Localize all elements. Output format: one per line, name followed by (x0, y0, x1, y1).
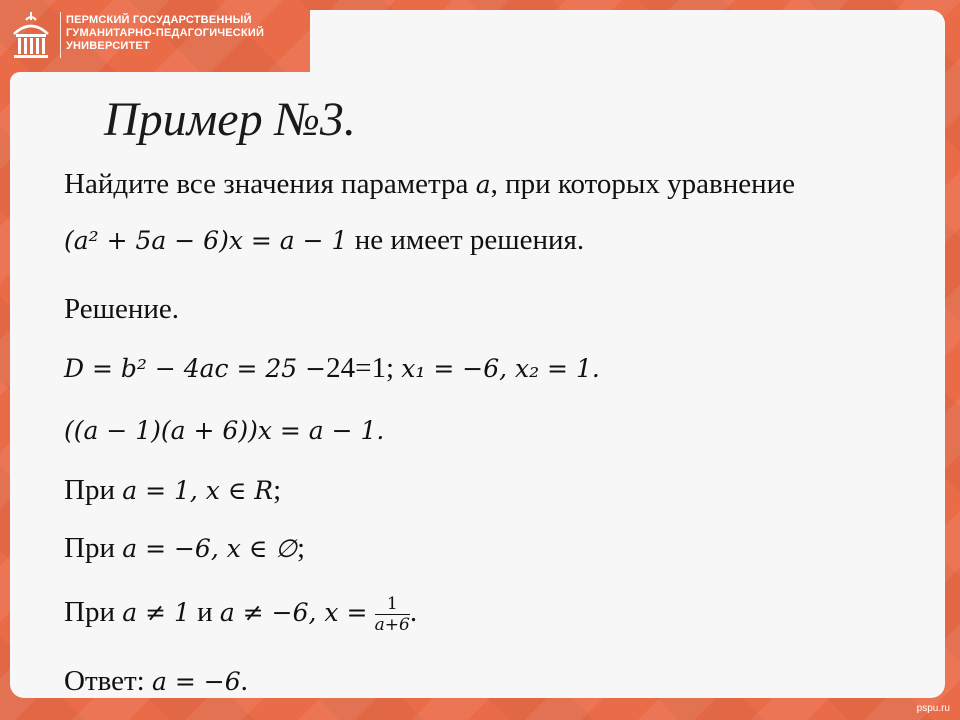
case-3: При a ≠ 1 и a ≠ −6, x = $\frac{1}{a+6}$ . (64, 594, 418, 635)
slide-title: Пример №3. (104, 93, 356, 146)
answer-line: Ответ: a = −6. (64, 665, 248, 697)
site-link[interactable]: pspu.ru (916, 703, 950, 714)
discriminant-line: D = b² − 4ac = 25 −24=1; x₁ = −6, x₂ = 1. (64, 352, 600, 384)
logo-separator (60, 12, 61, 58)
case-2: При a = −6, x ∈ ∅; (64, 532, 306, 564)
slide-content-card-top (10, 72, 310, 82)
task-equation: (a² + 5a − 6)x = a − 1 (64, 226, 348, 255)
task-line-1: Найдите все значения параметра a, при которых уравнение (64, 168, 796, 200)
factored-equation: ((a − 1)(a + 6))x = a − 1. (64, 416, 385, 445)
task-line-2: (a² + 5a − 6)x = a − 1 не имеет решения. (64, 224, 585, 256)
university-name: ПЕРМСКИЙ ГОСУДАРСТВЕННЫЙ ГУМАНИТАРНО-ПЕДАГОГИЧЕСКИЙ УНИВЕРСИТЕТ (66, 14, 265, 52)
fraction: $\frac{1}{a+6}$ (374, 594, 410, 635)
university-logo-icon (8, 10, 54, 62)
solution-label: Решение. (64, 293, 179, 325)
case-1: При a = 1, x ∈ R; (64, 474, 282, 506)
